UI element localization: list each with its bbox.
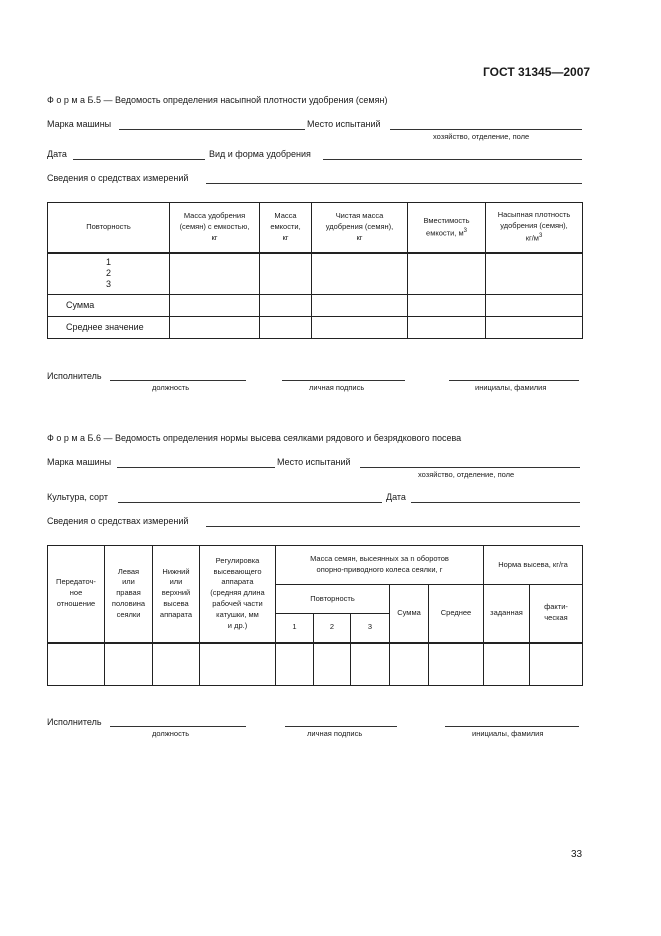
form6-data-field[interactable]	[411, 502, 580, 503]
table-cell[interactable]	[408, 295, 486, 317]
table-cell[interactable]	[170, 317, 260, 339]
form5-mesto-label: Место испытаний	[307, 119, 381, 129]
col-group-massa: Масса семян, высеянных за n оборотов опорно-приводного колеса сеялки, г	[276, 546, 484, 585]
form6-title-text: — Ведомость определения нормы высева сеялками рядового и безрядкового посева	[103, 433, 462, 443]
form5-dolzhnost-field[interactable]	[110, 380, 246, 381]
col-massa-emkosti: Масса емкости, кг	[260, 203, 312, 253]
col-summa: Сумма	[390, 585, 429, 643]
table-cell[interactable]	[312, 317, 408, 339]
form6-svedeniya-field[interactable]	[206, 526, 580, 527]
col-zadannaya: заданная	[484, 585, 530, 643]
form6-caption-dolzhnost: должность	[152, 729, 190, 738]
table-cell[interactable]	[486, 253, 583, 295]
form5-marka-label: Марка машины	[47, 119, 112, 129]
form6-table	[47, 545, 583, 686]
repeat-numbers: 1 2 3	[48, 253, 170, 295]
form5-caption-dolzhnost: должность	[152, 383, 190, 392]
form6-kultura-field[interactable]	[118, 502, 382, 503]
form6-title-prefix: Ф о р м а Б.6	[47, 433, 101, 443]
table-cell[interactable]	[170, 253, 260, 295]
form6-data-row	[48, 643, 583, 686]
col-povtornost: Повторность	[276, 585, 390, 614]
table-cell[interactable]	[105, 643, 153, 686]
form5-data-field[interactable]	[73, 159, 205, 160]
form5-table	[47, 202, 583, 339]
form6-ispolnitel-label: Исполнитель	[47, 717, 102, 727]
form6-title	[47, 433, 461, 443]
form6-caption-podpis: личная подпись	[307, 729, 363, 738]
table-cell[interactable]	[48, 643, 105, 686]
table-cell[interactable]	[408, 317, 486, 339]
form5-marka-field[interactable]	[119, 129, 305, 130]
col-srednee: Среднее	[429, 585, 484, 643]
col-chistaya-massa: Чистая масса удобрения (семян), кг	[312, 203, 408, 253]
form5-title-text: — Ведомость определения насыпной плотности удобрения (семян)	[103, 95, 388, 105]
table-cell[interactable]	[530, 643, 583, 686]
table-cell[interactable]	[260, 253, 312, 295]
col-povtornost-2: 2	[314, 614, 351, 643]
table-cell[interactable]	[429, 643, 484, 686]
form5-row-summa	[48, 295, 583, 317]
col-massa-udobreniya: Масса удобрения (семян) с емкостью, кг	[170, 203, 260, 253]
table-cell[interactable]	[170, 295, 260, 317]
form5-vid-label: Вид и форма удобрения	[209, 149, 311, 159]
form6-podpis-field[interactable]	[285, 726, 397, 727]
form5-title	[47, 95, 387, 105]
table-cell[interactable]	[351, 643, 390, 686]
col-povtornost-3: 3	[351, 614, 390, 643]
table-cell[interactable]	[486, 295, 583, 317]
form6-caption-initsialy: инициалы, фамилия	[472, 729, 544, 738]
table-cell[interactable]	[260, 317, 312, 339]
form5-caption-podpis: личная подпись	[309, 383, 365, 392]
table-cell[interactable]	[314, 643, 351, 686]
form5-data-label: Дата	[47, 149, 67, 159]
col-nizhniy-verkhniy: Нижний или верхний высева аппарата	[153, 546, 200, 643]
form6-mesto-field[interactable]	[360, 467, 580, 468]
table-cell[interactable]	[312, 295, 408, 317]
form5-mesto-caption: хозяйство, отделение, поле	[433, 132, 530, 141]
col-nasypnaya-plotnost: Насыпная плотность удобрения (семян), $кг/м^3$	[486, 203, 583, 253]
form5-row-repeats	[48, 253, 583, 295]
form5-podpis-field[interactable]	[282, 380, 405, 381]
form6-marka-label: Марка машины	[47, 457, 112, 467]
form5-caption-initsialy: инициалы, фамилия	[475, 383, 547, 392]
table-cell[interactable]	[486, 317, 583, 339]
col-povtornost-1: 1	[276, 614, 314, 643]
form5-initsialy-field[interactable]	[449, 380, 579, 381]
standard-number: ГОСТ 31345—2007	[483, 65, 591, 79]
form5-svedeniya-field[interactable]	[206, 183, 582, 184]
form6-initsialy-field[interactable]	[445, 726, 579, 727]
form5-mesto-field[interactable]	[390, 129, 582, 130]
col-povtornost: Повторность	[48, 203, 170, 253]
table-cell[interactable]	[276, 643, 314, 686]
col-group-norma: Норма высева, кг/га	[484, 546, 583, 585]
row-label-srednee: Среднее значение	[48, 317, 170, 339]
form5-row-srednee	[48, 317, 583, 339]
form6-dolzhnost-field[interactable]	[110, 726, 246, 727]
table-cell[interactable]	[312, 253, 408, 295]
form6-kultura-label: Культура, сорт	[47, 492, 108, 502]
col-peredatochnoe: Передаточ- ное отношение	[48, 546, 105, 643]
col-vmestimost: Вместимость емкости, $м^3$	[408, 203, 486, 253]
form5-title-prefix: Ф о р м а Б.5	[47, 95, 101, 105]
table-cell[interactable]	[153, 643, 200, 686]
table-cell[interactable]	[260, 295, 312, 317]
form5-svedeniya-label: Сведения о средствах измерений	[47, 173, 189, 183]
page-number: 33	[571, 849, 583, 860]
form6-data-label: Дата	[386, 492, 406, 502]
table-cell[interactable]	[390, 643, 429, 686]
table-cell[interactable]	[200, 643, 276, 686]
row-label-summa: Сумма	[48, 295, 170, 317]
form5-ispolnitel-label: Исполнитель	[47, 371, 102, 381]
col-regulirovka: Регулировка высевающего аппарата (средняя длина рабочей части катушки, мм и др.)	[200, 546, 276, 643]
table-cell[interactable]	[484, 643, 530, 686]
form6-marka-field[interactable]	[117, 467, 275, 468]
table-cell[interactable]	[408, 253, 486, 295]
col-fakticheskaya: факти- ческая	[530, 585, 583, 643]
form5-vid-field[interactable]	[323, 159, 582, 160]
col-levaya-pravaya: Левая или правая половина сеялки	[105, 546, 153, 643]
form6-svedeniya-label: Сведения о средствах измерений	[47, 516, 189, 526]
form6-mesto-label: Место испытаний	[277, 457, 351, 467]
form6-mesto-caption: хозяйство, отделение, поле	[418, 470, 515, 479]
